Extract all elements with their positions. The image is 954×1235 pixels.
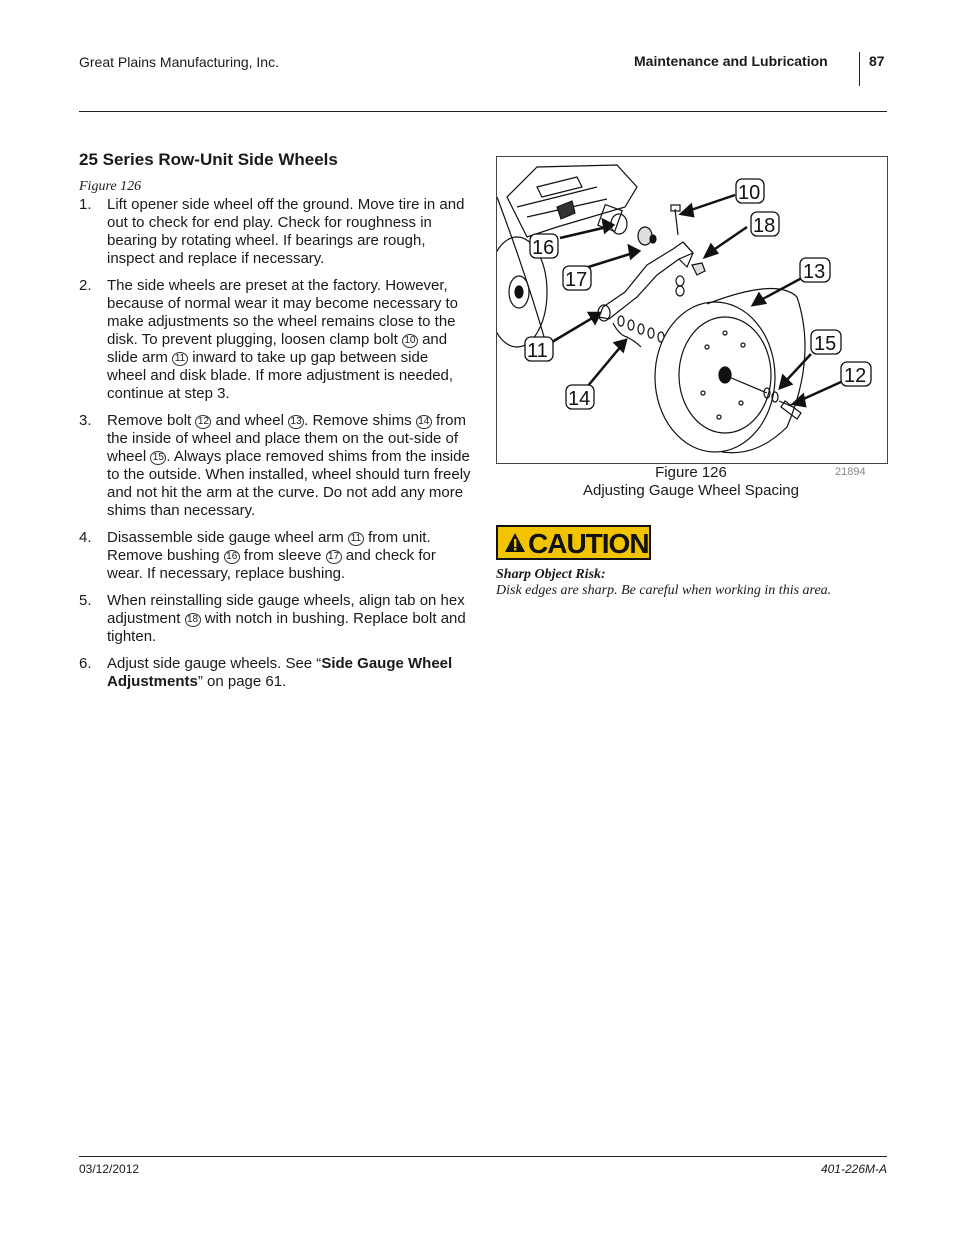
- warning-triangle-icon: [504, 532, 526, 554]
- caution-title: Sharp Object Risk:: [496, 567, 606, 582]
- header-rule: [79, 111, 887, 112]
- figure-reference: Figure 126: [79, 179, 142, 194]
- caution-label: [496, 525, 651, 560]
- callout-ref-12: 12: [195, 415, 211, 429]
- callout-ref-10: 10: [402, 334, 418, 348]
- callout-ref-17: 17: [326, 550, 342, 564]
- callout-ref-11: 11: [348, 532, 364, 546]
- callout-17: 17: [565, 269, 588, 291]
- header-company: Great Plains Manufacturing, Inc.: [79, 54, 279, 70]
- callout-13: 13: [803, 261, 826, 283]
- footer-rule: [79, 1156, 887, 1157]
- figure-id: 21894: [835, 466, 866, 478]
- callout-ref-14: 14: [416, 415, 432, 429]
- page-number: 87: [869, 53, 885, 69]
- cross-reference-link[interactable]: Side Gauge Wheel Adjustments: [107, 655, 453, 690]
- callout-ref-16: 16: [224, 550, 240, 564]
- footer-date: 03/12/2012: [79, 1162, 140, 1176]
- header-divider: [859, 52, 860, 86]
- figure-caption-number: Figure 126: [655, 464, 727, 481]
- callout-11: 11: [527, 340, 548, 362]
- section-title: 25 Series Row-Unit Side Wheels: [79, 150, 338, 169]
- footer-doc-number: 401-226M-A: [820, 1162, 887, 1176]
- step-3: 3. Remove bolt 12 and wheel 13 . Remove shims 14 from the inside of wheel and place them on the out-side of wheel 15 . Always place removed shims from the inside to the outside. When installed, wheel should turn freely and not hit the arm at the curve. Do not add any more shims than necessary.: [79, 412, 471, 519]
- step-6: 6. Adjust side gauge wheels. See “Side Gauge Wheel Adjustments” on page 61.: [79, 655, 453, 690]
- caution-text: Disk edges are sharp. Be careful when working in this area.: [496, 583, 832, 598]
- step-5: 5. When reinstalling side gauge wheels, align tab on hex adjustment 18 with notch in bushing. Replace bolt and tighten.: [79, 592, 466, 645]
- step-4: 4. Disassemble side gauge wheel arm 11 from unit. Remove bushing 16 from sleeve 17 and check for wear. If necessary, replace bushing.: [79, 529, 436, 582]
- caution-word: CAUTION: [528, 528, 649, 559]
- figure-caption-title: Adjusting Gauge Wheel Spacing: [583, 482, 799, 499]
- step-1: 1. Lift opener side wheel off the ground. Move tire in and out to check for end play. Check for roughness in bearing by rotating wheel. If bearings are rough, inspect and replace if necessary.: [79, 196, 465, 267]
- procedure-steps: [79, 196, 471, 700]
- gauge-wheel-diagram: [497, 157, 887, 463]
- callout-15: 15: [814, 333, 837, 355]
- callout-ref-15: 15: [150, 451, 166, 465]
- callout-14: 14: [568, 388, 591, 410]
- figure-126-illustration: [496, 156, 888, 464]
- callout-18: 18: [753, 215, 776, 237]
- callout-ref-13: 13: [288, 415, 304, 429]
- callout-ref-18: 18: [185, 613, 201, 627]
- header-section-title: Maintenance and Lubrication: [634, 53, 828, 69]
- callout-10: 10: [738, 182, 761, 204]
- step-2: 2. The side wheels are preset at the factory. However, because of normal wear it may become necessary to make adjustments so the wheel remains close to the disk. To prevent plugging, loosen clamp bolt 10 and slide arm 11 inward to take up gap between side wheel and disk blade. If more adjustment is needed, continue at step 3.: [79, 277, 458, 402]
- callout-12: 12: [844, 365, 867, 387]
- callout-16: 16: [532, 237, 555, 259]
- callout-ref-11: 11: [172, 352, 188, 366]
